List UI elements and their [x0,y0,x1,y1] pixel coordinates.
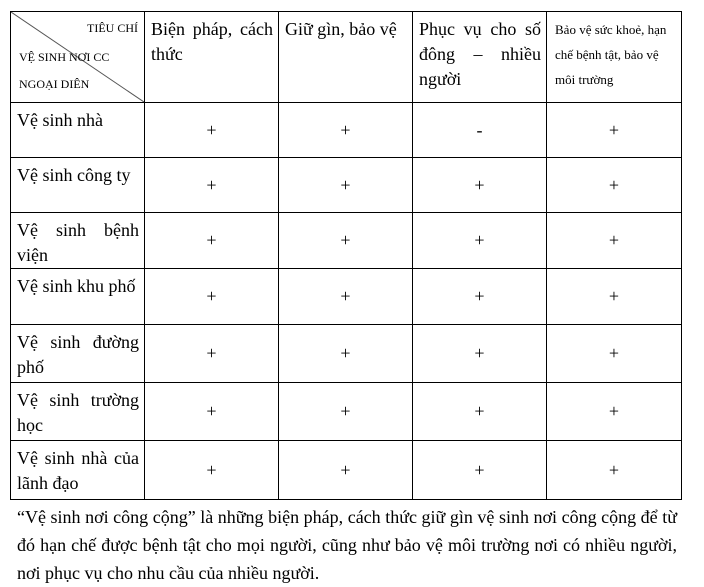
row-label-cell [11,269,145,325]
row-label: Vệ sinh trường học [17,390,139,435]
mark-cell: + [145,325,279,383]
row-label-cell [11,441,145,500]
mark-cell: + [145,269,279,325]
mark-cell: + [547,269,682,325]
mark-cell: + [279,103,413,158]
mark-cell: + [547,158,682,213]
mark-cell: + [413,158,547,213]
column-header-protect-health [547,12,682,103]
column-header-label: Bảo vệ sức khoẻ, hạn chế bệnh tật, bảo vệ môi trường [555,22,667,87]
row-label-cell [11,158,145,213]
column-header-preserve [279,12,413,103]
column-header-label: Phục vụ cho số đông – nhiều người [419,19,541,89]
mark-cell: + [547,103,682,158]
table-row [11,325,682,383]
table-row [11,158,682,213]
row-label: Vệ sinh khu phố [17,276,136,296]
mark-cell: + [413,325,547,383]
mark-cell: + [279,441,413,500]
row-label: Vệ sinh đường phố [17,332,139,377]
mark-cell: + [547,213,682,269]
row-label: Vệ sinh công ty [17,165,131,185]
row-label: Vệ sinh bệnh viện [17,220,139,265]
mark-cell: + [547,441,682,500]
corner-subject-label: VỆ SINH NƠI CC [19,50,110,64]
mark-cell: + [145,103,279,158]
corner-header-cell [11,12,145,103]
mark-cell: + [145,383,279,441]
definition-paragraph: “Vệ sinh nơi công cộng” là những biện pháp, cách thức giữ gìn vệ sinh nơi công cộng để từ đó hạn chế được bệnh tật cho mọi người, cũng như bảo vệ môi trường nơi có nhiều người, nơi phục vụ cho nhu cầu của nhiều người. [17,507,677,583]
mark-cell: + [279,325,413,383]
row-label: Vệ sinh nhà của lãnh đạo [17,448,139,493]
mark-cell: + [279,269,413,325]
table-row [11,383,682,441]
mark-cell: - [413,103,547,158]
mark-cell: + [145,441,279,500]
mark-cell: + [279,158,413,213]
header-row [11,12,682,103]
row-label-cell [11,383,145,441]
corner-criteria-label: TIÊU CHÍ [87,21,138,35]
row-label-cell [11,213,145,269]
mark-cell: + [279,213,413,269]
row-label-cell [11,325,145,383]
mark-cell: + [145,158,279,213]
table-row [11,269,682,325]
mark-cell: + [413,441,547,500]
mark-cell: + [413,269,547,325]
column-header-methods [145,12,279,103]
row-label-cell [11,103,145,158]
table-row [11,103,682,158]
row-label: Vệ sinh nhà [17,110,103,130]
column-header-label: Giữ gìn, bảo vệ [285,19,397,39]
column-header-label: Biện pháp, cách thức [151,19,273,64]
mark-cell: + [279,383,413,441]
mark-cell: + [145,213,279,269]
column-header-serve-many [413,12,547,103]
table-row [11,213,682,269]
table-row [11,441,682,500]
criteria-table [10,11,682,500]
corner-extension-label: NGOẠI DIÊN [19,77,90,91]
mark-cell: + [547,383,682,441]
mark-cell: + [413,383,547,441]
mark-cell: + [413,213,547,269]
mark-cell: + [547,325,682,383]
